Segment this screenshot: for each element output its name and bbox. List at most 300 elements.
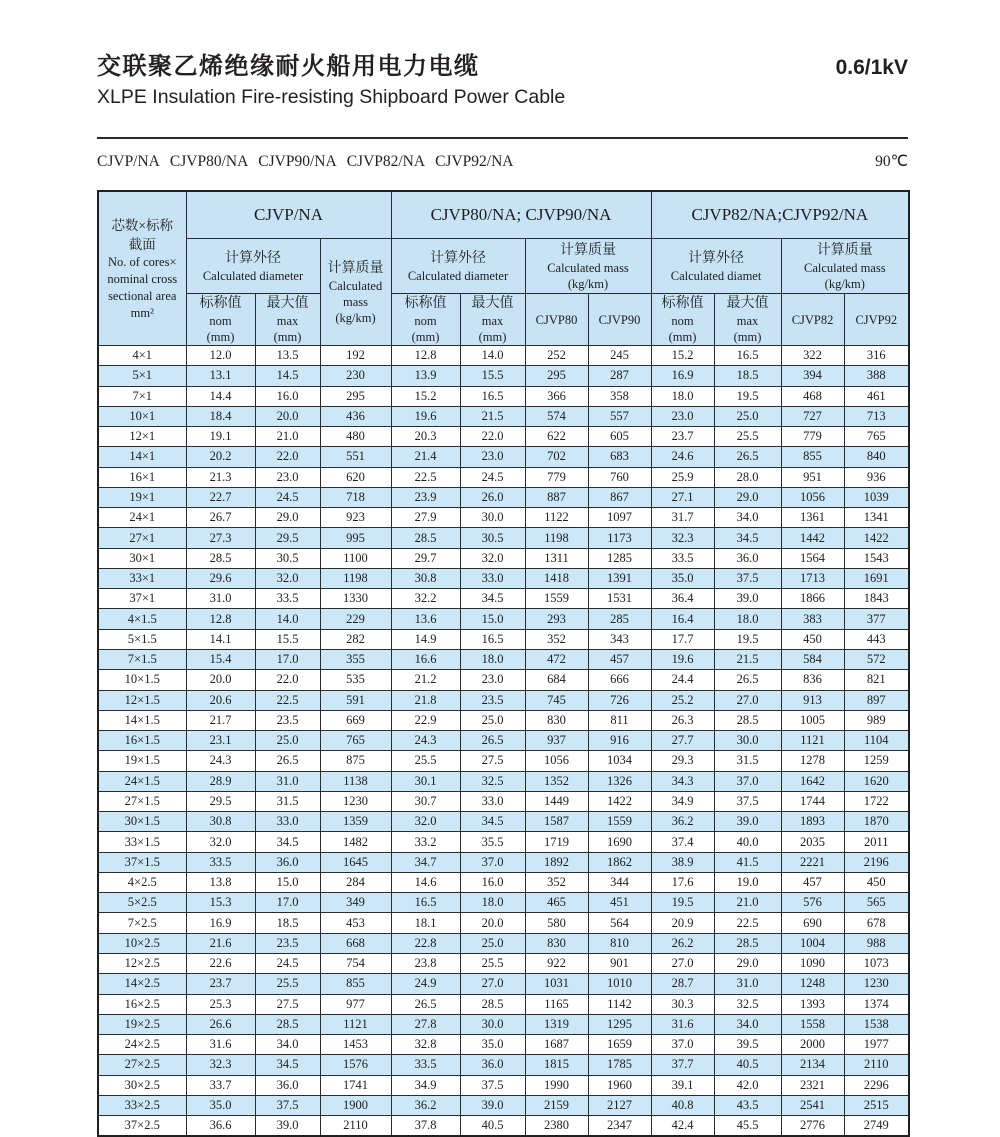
value-cell: 37.5 <box>714 791 781 811</box>
value-cell: 1165 <box>525 994 588 1014</box>
value-cell: 1645 <box>320 852 391 872</box>
value-cell: 2035 <box>781 832 844 852</box>
value-cell: 29.0 <box>255 508 320 528</box>
cores-size-cell: 4×1.5 <box>98 609 186 629</box>
page-title-zh: 交联聚乙烯绝缘耐火船用电力电缆 <box>97 53 480 80</box>
value-cell: 21.8 <box>391 690 460 710</box>
diameter-header-3 <box>651 239 781 294</box>
value-cell: 1005 <box>781 710 844 730</box>
value-cell: 42.0 <box>714 1075 781 1095</box>
cores-size-cell: 14×2.5 <box>98 974 186 994</box>
value-cell: 35.0 <box>186 1095 255 1115</box>
value-cell: 25.0 <box>255 731 320 751</box>
nom-3-unit: (mm) <box>668 330 697 344</box>
table-row <box>98 1116 909 1137</box>
value-cell: 245 <box>588 346 651 366</box>
value-cell: 42.4 <box>651 1116 714 1137</box>
value-cell: 1198 <box>525 528 588 548</box>
value-cell: 287 <box>588 366 651 386</box>
value-cell: 25.3 <box>186 994 255 1014</box>
value-cell: 21.5 <box>460 406 525 426</box>
table-row <box>98 893 909 913</box>
value-cell: 1121 <box>320 1014 391 1034</box>
value-cell: 20.2 <box>186 447 255 467</box>
value-cell: 40.8 <box>651 1095 714 1115</box>
value-cell: 14.1 <box>186 629 255 649</box>
value-cell: 25.2 <box>651 690 714 710</box>
value-cell: 295 <box>320 386 391 406</box>
value-cell: 15.2 <box>651 346 714 366</box>
value-cell: 913 <box>781 690 844 710</box>
value-cell: 21.0 <box>714 893 781 913</box>
diameter-header-1-zh: 计算外径 <box>225 250 281 266</box>
value-cell: 16.0 <box>255 386 320 406</box>
value-cell: 32.0 <box>255 568 320 588</box>
value-cell: 37.0 <box>651 1035 714 1055</box>
value-cell: 31.7 <box>651 508 714 528</box>
group-header-cjvp82-92: CJVP82/NA;CJVP92/NA <box>651 191 909 239</box>
value-cell: 1393 <box>781 994 844 1014</box>
value-cell: 690 <box>781 913 844 933</box>
value-cell: 977 <box>320 994 391 1014</box>
value-cell: 2134 <box>781 1055 844 1075</box>
value-cell: 39.0 <box>460 1095 525 1115</box>
cjvp80-label: CJVP80 <box>535 312 578 327</box>
value-cell: 574 <box>525 406 588 426</box>
value-cell: 1422 <box>844 528 909 548</box>
value-cell: 22.0 <box>255 670 320 690</box>
value-cell: 18.0 <box>460 893 525 913</box>
value-cell: 39.0 <box>714 589 781 609</box>
value-cell: 23.0 <box>651 406 714 426</box>
cores-header-en-line2: nominal cross <box>107 271 178 286</box>
value-cell: 34.9 <box>391 1075 460 1095</box>
value-cell: 36.0 <box>255 852 320 872</box>
value-cell: 14.4 <box>186 386 255 406</box>
value-cell: 23.9 <box>391 487 460 507</box>
value-cell: 22.6 <box>186 953 255 973</box>
value-cell: 923 <box>320 508 391 528</box>
value-cell: 19.5 <box>714 629 781 649</box>
nom-header-3 <box>651 294 714 346</box>
value-cell: 28.5 <box>391 528 460 548</box>
value-cell: 1278 <box>781 751 844 771</box>
value-cell: 15.4 <box>186 649 255 669</box>
max-1-en: max <box>276 314 299 328</box>
table-header <box>98 191 909 346</box>
value-cell: 26.5 <box>460 731 525 751</box>
value-cell: 19.5 <box>714 386 781 406</box>
cores-size-cell: 27×2.5 <box>98 1055 186 1075</box>
value-cell: 16.0 <box>460 872 525 892</box>
value-cell: 24.6 <box>651 447 714 467</box>
value-cell: 30.0 <box>460 1014 525 1034</box>
value-cell: 450 <box>844 872 909 892</box>
value-cell: 32.3 <box>651 528 714 548</box>
mass-header-3-en: Calculated mass <box>804 260 886 275</box>
value-cell: 322 <box>781 346 844 366</box>
value-cell: 39.0 <box>714 812 781 832</box>
value-cell: 26.7 <box>186 508 255 528</box>
cores-header-zh-line1: 芯数×标称 <box>111 217 174 233</box>
value-cell: 230 <box>320 366 391 386</box>
cores-size-cell: 37×1.5 <box>98 852 186 872</box>
value-cell: 779 <box>525 467 588 487</box>
value-cell: 25.0 <box>460 933 525 953</box>
value-cell: 39.0 <box>255 1116 320 1137</box>
cjvp82-label: CJVP82 <box>791 312 834 327</box>
value-cell: 36.6 <box>186 1116 255 1137</box>
cores-size-cell: 33×1.5 <box>98 832 186 852</box>
value-cell: 1741 <box>320 1075 391 1095</box>
value-cell: 30.3 <box>651 994 714 1014</box>
table-row <box>98 670 909 690</box>
value-cell: 1122 <box>525 508 588 528</box>
value-cell: 2196 <box>844 852 909 872</box>
value-cell: 12.8 <box>186 609 255 629</box>
value-cell: 936 <box>844 467 909 487</box>
value-cell: 1482 <box>320 832 391 852</box>
max-3-en: max <box>736 314 759 328</box>
value-cell: 867 <box>588 487 651 507</box>
subgroup-header-row <box>98 239 909 294</box>
value-cell: 535 <box>320 670 391 690</box>
value-cell: 40.0 <box>714 832 781 852</box>
value-cell: 33.5 <box>186 852 255 872</box>
cores-size-cell: 27×1 <box>98 528 186 548</box>
value-cell: 293 <box>525 609 588 629</box>
cores-size-cell: 30×1.5 <box>98 812 186 832</box>
value-cell: 34.0 <box>714 508 781 528</box>
value-cell: 18.5 <box>714 366 781 386</box>
table-row <box>98 487 909 507</box>
page-header <box>97 50 908 84</box>
value-cell: 30.7 <box>391 791 460 811</box>
value-cell: 2380 <box>525 1116 588 1137</box>
value-cell: 24.3 <box>391 731 460 751</box>
value-cell: 2296 <box>844 1075 909 1095</box>
value-cell: 18.0 <box>651 386 714 406</box>
cores-size-cell: 37×2.5 <box>98 1116 186 1137</box>
table-row <box>98 771 909 791</box>
table-row <box>98 872 909 892</box>
nom-header-1 <box>186 294 255 346</box>
value-cell: 35.0 <box>460 1035 525 1055</box>
value-cell: 29.7 <box>391 548 460 568</box>
diameter-header-1 <box>186 239 320 294</box>
value-cell: 28.0 <box>714 467 781 487</box>
value-cell: 1538 <box>844 1014 909 1034</box>
value-cell: 13.1 <box>186 366 255 386</box>
value-cell: 15.5 <box>460 366 525 386</box>
value-cell: 1558 <box>781 1014 844 1034</box>
value-cell: 33.7 <box>186 1075 255 1095</box>
page-title-en: XLPE Insulation Fire-resisting Shipboard Power Cable <box>97 86 566 108</box>
value-cell: 377 <box>844 609 909 629</box>
value-cell: 668 <box>320 933 391 953</box>
value-cell: 13.8 <box>186 872 255 892</box>
value-cell: 1785 <box>588 1055 651 1075</box>
value-cell: 1330 <box>320 589 391 609</box>
table-row <box>98 467 909 487</box>
value-cell: 21.4 <box>391 447 460 467</box>
value-cell: 855 <box>781 447 844 467</box>
table-row <box>98 346 909 366</box>
max-header-2 <box>460 294 525 346</box>
value-cell: 1198 <box>320 568 391 588</box>
table-row <box>98 366 909 386</box>
value-cell: 12.8 <box>391 346 460 366</box>
group-header-cjvpna: CJVP/NA <box>186 191 391 239</box>
value-cell: 25.5 <box>391 751 460 771</box>
value-cell: 27.0 <box>460 974 525 994</box>
value-cell: 40.5 <box>460 1116 525 1137</box>
value-cell: 26.5 <box>714 670 781 690</box>
value-cell: 36.0 <box>460 1055 525 1075</box>
value-cell: 1870 <box>844 812 909 832</box>
group-header-row <box>98 191 909 239</box>
value-cell: 17.0 <box>255 649 320 669</box>
cores-size-cell: 27×1.5 <box>98 791 186 811</box>
max-2-zh: 最大值 <box>471 296 514 311</box>
value-cell: 30.1 <box>391 771 460 791</box>
table-row <box>98 1075 909 1095</box>
value-cell: 21.7 <box>186 710 255 730</box>
cores-size-cell: 5×1.5 <box>98 629 186 649</box>
value-cell: 17.6 <box>651 872 714 892</box>
value-cell: 1031 <box>525 974 588 994</box>
value-cell: 30.5 <box>255 548 320 568</box>
value-cell: 34.5 <box>255 832 320 852</box>
value-cell: 26.5 <box>714 447 781 467</box>
cores-size-cell: 19×2.5 <box>98 1014 186 1034</box>
value-cell: 1004 <box>781 933 844 953</box>
voltage-rating: 0.6/1kV <box>835 56 908 79</box>
value-cell: 30.0 <box>460 508 525 528</box>
value-cell: 1359 <box>320 812 391 832</box>
value-cell: 28.5 <box>186 548 255 568</box>
value-cell: 465 <box>525 893 588 913</box>
table-row <box>98 1014 909 1034</box>
value-cell: 25.5 <box>714 427 781 447</box>
value-cell: 22.0 <box>460 427 525 447</box>
group-header-cjvp80-90: CJVP80/NA; CJVP90/NA <box>391 191 651 239</box>
value-cell: 23.5 <box>255 933 320 953</box>
value-cell: 1559 <box>525 589 588 609</box>
value-cell: 352 <box>525 872 588 892</box>
value-cell: 358 <box>588 386 651 406</box>
value-cell: 39.5 <box>714 1035 781 1055</box>
value-cell: 36.4 <box>651 589 714 609</box>
max-2-en: max <box>481 314 504 328</box>
value-cell: 1391 <box>588 568 651 588</box>
value-cell: 34.0 <box>714 1014 781 1034</box>
mass-header-3-unit: (kg/km) <box>824 276 865 291</box>
value-cell: 23.7 <box>651 427 714 447</box>
cores-size-cell: 14×1 <box>98 447 186 467</box>
value-cell: 15.0 <box>460 609 525 629</box>
table-row <box>98 528 909 548</box>
value-cell: 14.0 <box>255 609 320 629</box>
value-cell: 25.0 <box>714 406 781 426</box>
value-cell: 33.2 <box>391 832 460 852</box>
cores-header-unit: mm² <box>130 305 154 320</box>
value-cell: 1453 <box>320 1035 391 1055</box>
cores-header-en-line3: sectional area <box>108 288 177 303</box>
value-cell: 34.0 <box>255 1035 320 1055</box>
value-cell: 557 <box>588 406 651 426</box>
table-row <box>98 974 909 994</box>
value-cell: 19.5 <box>651 893 714 913</box>
value-cell: 29.6 <box>186 568 255 588</box>
value-cell: 2127 <box>588 1095 651 1115</box>
table-row <box>98 913 909 933</box>
model-line <box>97 152 908 172</box>
value-cell: 32.5 <box>460 771 525 791</box>
table-row <box>98 710 909 730</box>
value-cell: 443 <box>844 629 909 649</box>
cores-header-zh-line2: 截面 <box>128 236 156 252</box>
value-cell: 37.5 <box>714 568 781 588</box>
value-cell: 2541 <box>781 1095 844 1115</box>
table-row <box>98 933 909 953</box>
cores-size-cell: 5×2.5 <box>98 893 186 913</box>
value-cell: 875 <box>320 751 391 771</box>
cores-size-cell: 33×2.5 <box>98 1095 186 1115</box>
value-cell: 41.5 <box>714 852 781 872</box>
cores-size-cell: 30×2.5 <box>98 1075 186 1095</box>
value-cell: 1056 <box>525 751 588 771</box>
value-cell: 37.4 <box>651 832 714 852</box>
value-cell: 34.7 <box>391 852 460 872</box>
value-cell: 1121 <box>781 731 844 751</box>
value-cell: 26.0 <box>460 487 525 507</box>
value-cell: 33.5 <box>651 548 714 568</box>
table-row <box>98 609 909 629</box>
value-cell: 901 <box>588 953 651 973</box>
value-cell: 887 <box>525 487 588 507</box>
value-cell: 19.0 <box>714 872 781 892</box>
value-cell: 12.0 <box>186 346 255 366</box>
value-cell: 24.3 <box>186 751 255 771</box>
value-cell: 2159 <box>525 1095 588 1115</box>
value-cell: 29.5 <box>255 528 320 548</box>
value-cell: 21.5 <box>714 649 781 669</box>
table-row <box>98 589 909 609</box>
value-cell: 765 <box>320 731 391 751</box>
value-cell: 37.0 <box>714 771 781 791</box>
value-cell: 702 <box>525 447 588 467</box>
value-cell: 1056 <box>781 487 844 507</box>
value-cell: 811 <box>588 710 651 730</box>
value-cell: 27.7 <box>651 731 714 751</box>
cores-size-cell: 16×2.5 <box>98 994 186 1014</box>
value-cell: 15.2 <box>391 386 460 406</box>
cores-size-cell: 16×1 <box>98 467 186 487</box>
cores-size-cell: 12×1 <box>98 427 186 447</box>
value-cell: 727 <box>781 406 844 426</box>
value-cell: 1341 <box>844 508 909 528</box>
value-cell: 1990 <box>525 1075 588 1095</box>
value-cell: 779 <box>781 427 844 447</box>
cores-size-cell: 33×1 <box>98 568 186 588</box>
value-cell: 2749 <box>844 1116 909 1137</box>
value-cell: 22.0 <box>255 447 320 467</box>
value-cell: 13.6 <box>391 609 460 629</box>
value-cell: 16.6 <box>391 649 460 669</box>
cores-size-cell: 14×1.5 <box>98 710 186 730</box>
value-cell: 765 <box>844 427 909 447</box>
value-cell: 1449 <box>525 791 588 811</box>
value-cell: 1531 <box>588 589 651 609</box>
value-cell: 713 <box>844 406 909 426</box>
model-list: CJVP/NA CJVP80/NA CJVP90/NA CJVP82/NA CJVP92/NA <box>97 153 514 170</box>
nom-1-en: nom <box>209 314 232 328</box>
table-row <box>98 731 909 751</box>
value-cell: 26.2 <box>651 933 714 953</box>
value-cell: 20.9 <box>651 913 714 933</box>
value-cell: 34.5 <box>255 1055 320 1075</box>
table-row <box>98 1095 909 1115</box>
max-3-unit: (mm) <box>733 330 762 344</box>
value-cell: 14.0 <box>460 346 525 366</box>
table-row <box>98 690 909 710</box>
table-row <box>98 406 909 426</box>
value-cell: 26.5 <box>255 751 320 771</box>
value-cell: 591 <box>320 690 391 710</box>
value-cell: 1642 <box>781 771 844 791</box>
max-1-zh: 最大值 <box>266 296 309 311</box>
value-cell: 1097 <box>588 508 651 528</box>
value-cell: 451 <box>588 893 651 913</box>
value-cell: 1073 <box>844 953 909 973</box>
nom-2-zh: 标称值 <box>404 296 447 311</box>
value-cell: 33.5 <box>255 589 320 609</box>
header-divider <box>97 137 908 139</box>
value-cell: 1090 <box>781 953 844 973</box>
table-row <box>98 386 909 406</box>
value-cell: 23.7 <box>186 974 255 994</box>
mass-header-1-en2: mass <box>343 294 368 309</box>
cores-size-cell: 12×1.5 <box>98 690 186 710</box>
value-cell: 352 <box>525 629 588 649</box>
value-cell: 995 <box>320 528 391 548</box>
value-cell: 916 <box>588 731 651 751</box>
value-cell: 16.9 <box>651 366 714 386</box>
value-cell: 450 <box>781 629 844 649</box>
value-cell: 31.0 <box>186 589 255 609</box>
max-2-unit: (mm) <box>478 330 507 344</box>
diameter-header-2-zh: 计算外径 <box>430 250 486 266</box>
value-cell: 1893 <box>781 812 844 832</box>
value-cell: 1713 <box>781 568 844 588</box>
value-cell: 584 <box>781 649 844 669</box>
value-cell: 726 <box>588 690 651 710</box>
cores-size-cell: 5×1 <box>98 366 186 386</box>
value-cell: 32.0 <box>460 548 525 568</box>
value-cell: 20.3 <box>391 427 460 447</box>
value-cell: 760 <box>588 467 651 487</box>
cjvp92-label: CJVP92 <box>855 312 898 327</box>
value-cell: 1352 <box>525 771 588 791</box>
cores-size-cell: 37×1 <box>98 589 186 609</box>
cores-size-cell: 4×1 <box>98 346 186 366</box>
cores-size-cell: 7×2.5 <box>98 913 186 933</box>
nom-1-zh: 标称值 <box>199 296 242 311</box>
value-cell: 37.0 <box>460 852 525 872</box>
value-cell: 2221 <box>781 852 844 872</box>
value-cell: 24.5 <box>255 953 320 973</box>
